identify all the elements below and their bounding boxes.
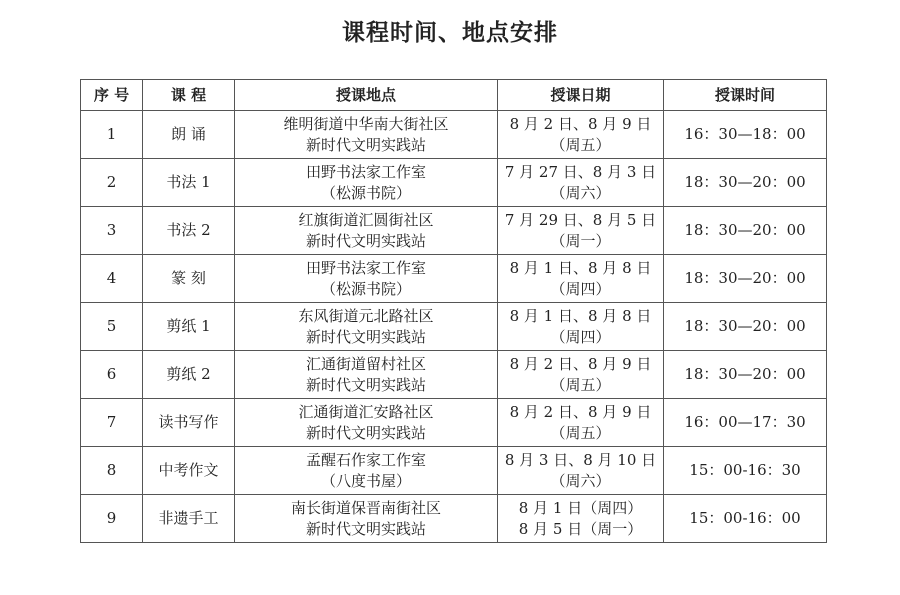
cell-location xyxy=(235,495,498,543)
date-line: 8 月 2 日、8 月 9 日 xyxy=(509,354,652,373)
date-line: 8 月 5 日（周一） xyxy=(518,519,643,538)
cell-no: 3 xyxy=(81,207,143,255)
cell-date xyxy=(498,111,664,159)
date-line: 8 月 1 日、8 月 8 日 xyxy=(509,258,652,277)
location-line: 新时代文明实践站 xyxy=(305,327,426,346)
cell-location xyxy=(235,207,498,255)
cell-course: 剪纸 2 xyxy=(143,351,235,399)
header-date: 授课日期 xyxy=(498,80,664,111)
table-row xyxy=(81,159,827,207)
cell-date xyxy=(498,207,664,255)
location-line: （八度书屋） xyxy=(320,471,411,490)
cell-time: 18：30—20：00 xyxy=(664,159,827,207)
location-line: （松源书院） xyxy=(320,279,411,298)
cell-date xyxy=(498,447,664,495)
location-line: 维明街道中华南大街社区 xyxy=(283,114,449,133)
cell-no: 5 xyxy=(81,303,143,351)
cell-time: 18：30—20：00 xyxy=(664,207,827,255)
table-header-row xyxy=(81,80,827,111)
date-line: （周四） xyxy=(550,279,611,298)
cell-no: 6 xyxy=(81,351,143,399)
header-time: 授课时间 xyxy=(664,80,827,111)
cell-time: 18：30—20：00 xyxy=(664,255,827,303)
date-line: 8 月 1 日、8 月 8 日 xyxy=(509,306,652,325)
cell-location xyxy=(235,447,498,495)
cell-date xyxy=(498,351,664,399)
date-line: （周五） xyxy=(550,423,611,442)
cell-time: 18：30—20：00 xyxy=(664,303,827,351)
location-line: 南长街道保晋南街社区 xyxy=(290,498,441,517)
cell-location xyxy=(235,303,498,351)
cell-date xyxy=(498,255,664,303)
date-line: 8 月 2 日、8 月 9 日 xyxy=(509,402,652,421)
table-row xyxy=(81,495,827,543)
cell-course: 剪纸 1 xyxy=(143,303,235,351)
location-line: 汇通街道汇安路社区 xyxy=(298,402,434,421)
table-row xyxy=(81,399,827,447)
location-line: 新时代文明实践站 xyxy=(305,135,426,154)
location-line: 新时代文明实践站 xyxy=(305,519,426,538)
cell-date xyxy=(498,495,664,543)
location-line: 孟醒石作家工作室 xyxy=(305,450,426,469)
date-line: 7 月 27 日、8 月 3 日 xyxy=(504,162,657,181)
cell-no: 7 xyxy=(81,399,143,447)
cell-location xyxy=(235,399,498,447)
cell-course: 中考作文 xyxy=(143,447,235,495)
cell-course: 书法 1 xyxy=(143,159,235,207)
cell-no: 9 xyxy=(81,495,143,543)
cell-date xyxy=(498,303,664,351)
cell-time: 18：30—20：00 xyxy=(664,351,827,399)
header-course: 课 程 xyxy=(143,80,235,111)
header-no: 序 号 xyxy=(81,80,143,111)
date-line: （周五） xyxy=(550,135,611,154)
cell-location xyxy=(235,255,498,303)
table-row xyxy=(81,111,827,159)
date-line: （周一） xyxy=(550,231,611,250)
page-title: 课程时间、地点安排 xyxy=(342,20,558,46)
cell-no: 4 xyxy=(81,255,143,303)
date-line: 8 月 3 日、8 月 10 日 xyxy=(504,450,657,469)
location-line: 田野书法家工作室 xyxy=(305,162,426,181)
cell-time: 16：00—17：30 xyxy=(664,399,827,447)
location-line: 新时代文明实践站 xyxy=(305,375,426,394)
location-line: 新时代文明实践站 xyxy=(305,231,426,250)
cell-time: 15：00-16：30 xyxy=(664,447,827,495)
location-line: 田野书法家工作室 xyxy=(305,258,426,277)
cell-no: 1 xyxy=(81,111,143,159)
cell-location xyxy=(235,351,498,399)
cell-date xyxy=(498,399,664,447)
table-row xyxy=(81,207,827,255)
cell-location xyxy=(235,111,498,159)
cell-course: 书法 2 xyxy=(143,207,235,255)
location-line: 红旗街道汇圆街社区 xyxy=(298,210,434,229)
location-line: 东风街道元北路社区 xyxy=(298,306,434,325)
date-line: 8 月 2 日、8 月 9 日 xyxy=(509,114,652,133)
date-line: （周四） xyxy=(550,327,611,346)
cell-no: 8 xyxy=(81,447,143,495)
date-line: 8 月 1 日（周四） xyxy=(518,498,643,517)
cell-no: 2 xyxy=(81,159,143,207)
table-row xyxy=(81,303,827,351)
cell-course: 非遗手工 xyxy=(143,495,235,543)
cell-course: 篆 刻 xyxy=(143,255,235,303)
location-line: 新时代文明实践站 xyxy=(305,423,426,442)
schedule-table xyxy=(80,79,827,543)
location-line: 汇通街道留村社区 xyxy=(305,354,426,373)
date-line: （周六） xyxy=(550,183,611,202)
table-row xyxy=(81,351,827,399)
cell-date xyxy=(498,159,664,207)
table-body xyxy=(81,111,827,543)
cell-time: 15：00-16：00 xyxy=(664,495,827,543)
date-line: 7 月 29 日、8 月 5 日 xyxy=(504,210,657,229)
cell-time: 16：30—18：00 xyxy=(664,111,827,159)
location-line: （松源书院） xyxy=(320,183,411,202)
table-row xyxy=(81,255,827,303)
table-row xyxy=(81,447,827,495)
cell-course: 读书写作 xyxy=(143,399,235,447)
date-line: （周六） xyxy=(550,471,611,490)
header-location: 授课地点 xyxy=(235,80,498,111)
cell-course: 朗 诵 xyxy=(143,111,235,159)
cell-location xyxy=(235,159,498,207)
date-line: （周五） xyxy=(550,375,611,394)
